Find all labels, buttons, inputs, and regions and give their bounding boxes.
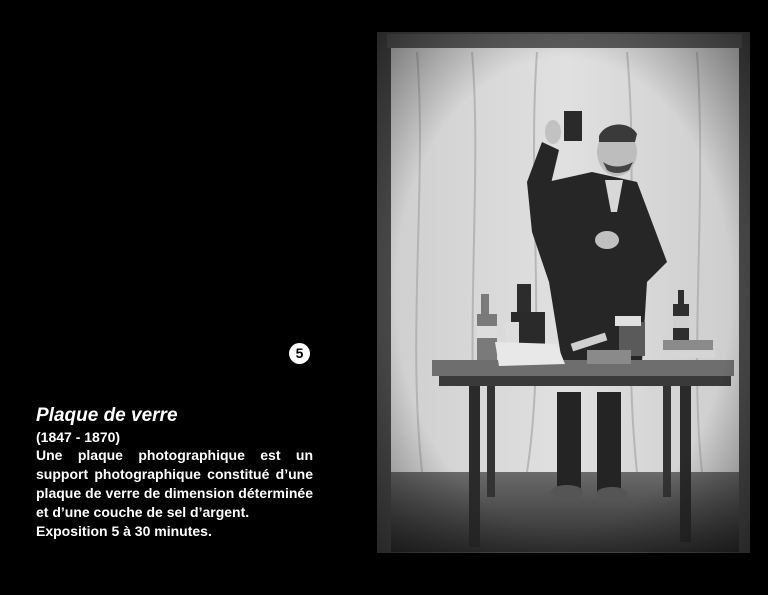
item-number-badge: 5 <box>289 343 310 364</box>
caption-title: Plaque de verre <box>36 405 178 426</box>
caption-description: Une plaque photographique est un support photographique constitué d’une plaque de verre de dimension déterminée et d’une couche de sel d’argent. <box>36 447 313 520</box>
caption-dates: (1847 - 1870) <box>36 429 121 445</box>
caption-exposure: Exposition 5 à 30 minutes. <box>36 523 212 539</box>
glass-plate-photograph <box>377 32 750 553</box>
caption <box>36 404 313 541</box>
